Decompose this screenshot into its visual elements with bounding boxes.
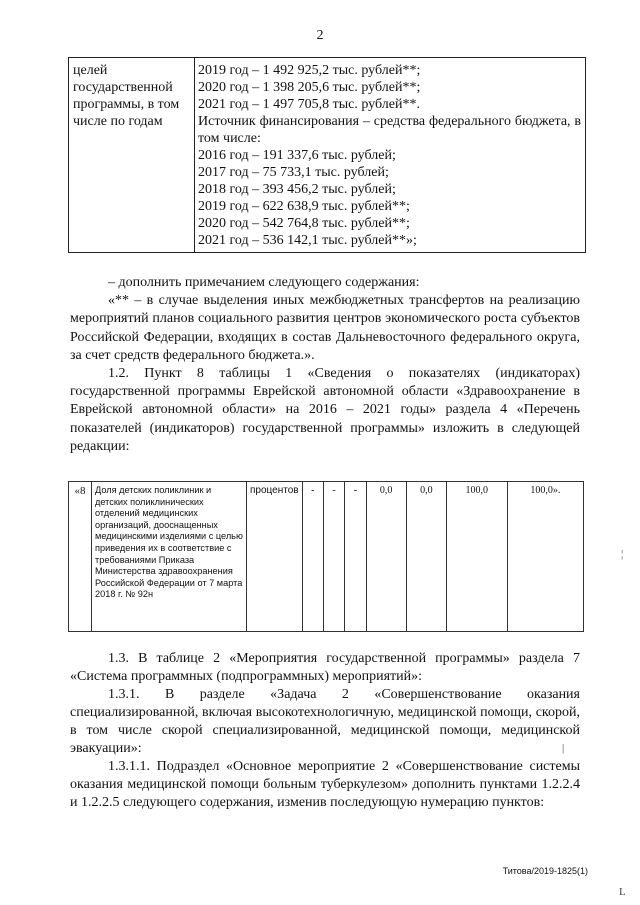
indicator-unit: процентов: [247, 482, 303, 632]
paragraph-item-1-3: 1.3. В таблице 2 «Мероприятия государственной программы» раздела 7 «Система программных (подпрограммных) мероприятий»:: [70, 651, 580, 684]
footer-code: Титова/2019-1825(1): [502, 866, 588, 876]
paragraph-item-1-2: 1.2. Пункт 8 таблицы 1 «Сведения о показателях (индикаторах) государственной программы Еврейской автономной области «Здравоохранение в Еврейской автономной области» на 2016 – 2021 годы» раздела 4 «Перечень показателей (индикаторов) государственной программы» изложить в следующей редакции:: [70, 366, 580, 454]
tail-text: [70, 650, 580, 812]
finance-label-line: числе по годам: [73, 114, 163, 129]
scan-mark: L: [619, 886, 626, 898]
paragraph-item-1-3-1-1: 1.3.1.1. Подраздел «Основное мероприятие 2 «Совершенствование системы оказания медицинской помощи больным туберкулезом» дополнить пунктами 1.2.2.4 и 1.2.2.5 следующего содержания, изменив последующую нумерацию пунктов:: [70, 759, 580, 810]
scan-mark: ¦: [621, 548, 624, 560]
finance-line: 2016 год – 191 337,6 тыс. рублей;: [198, 148, 396, 163]
finance-line: 2020 год – 1 398 205,6 тыс. рублей**;: [198, 80, 421, 95]
finance-label-line: программы, в том: [73, 97, 180, 112]
page-number: 2: [316, 28, 324, 43]
finance-line: 2020 год – 542 764,8 тыс. рублей**;: [198, 216, 410, 231]
finance-line: Источник финансирования – средства федерального бюджета, в том числе:: [198, 114, 581, 146]
indicator-value: 100,0».: [507, 482, 583, 632]
finance-table: [68, 57, 586, 253]
finance-label-cell: [69, 58, 195, 253]
finance-line: 2018 год – 393 456,2 тыс. рублей;: [198, 182, 396, 197]
paragraph-note: «** – в случае выделения иных межбюджетных трансфертов на реализацию мероприятий планов социального развития центров экономического роста субъектов Российской Федерации, входящих в состав Дальневосточного федерального округа, за счет средств федерального бюджета.».: [70, 293, 580, 363]
indicator-value: 100,0: [446, 482, 507, 632]
paragraph-item-1-3-1: 1.3.1. В разделе «Задача 2 «Совершенствование оказания специализированной, включая высокотехнологичную, медицинской помощи, скорой, в том числе скорой специализированной, медицинской помощи, медицинской эвакуации»:: [70, 687, 580, 756]
indicator-description: Доля детских поликлиник и детских поликлинических отделений медицинских организаций, дооснащенных медицинскими изделиями с целью приведения их в соответствие с требованиями Приказа Министерства здравоохранения Российской Федерации от 7 марта 2018 г. № 92н: [92, 482, 247, 632]
finance-line: 2017 год – 75 733,1 тыс. рублей;: [198, 165, 389, 180]
body-text: [70, 274, 580, 456]
indicator-table: [68, 481, 584, 632]
indicator-value: -: [345, 482, 366, 632]
finance-label-line: целей: [73, 63, 108, 78]
indicator-number: «8: [69, 482, 92, 632]
indicator-value: 0,0: [366, 482, 406, 632]
scan-mark: |: [562, 742, 565, 754]
finance-values-cell: [195, 58, 586, 253]
indicator-value: 0,0: [406, 482, 446, 632]
indicator-value: -: [302, 482, 323, 632]
finance-label-line: государственной: [73, 80, 173, 95]
finance-line: 2019 год – 1 492 925,2 тыс. рублей**;: [198, 63, 421, 78]
finance-line: 2021 год – 536 142,1 тыс. рублей**»;: [198, 233, 417, 248]
finance-line: 2021 год – 1 497 705,8 тыс. рублей**.: [198, 97, 420, 112]
indicator-value: -: [323, 482, 344, 632]
paragraph-note-intro: – дополнить примечанием следующего содержания:: [108, 275, 420, 290]
finance-line: 2019 год – 622 638,9 тыс. рублей**;: [198, 199, 410, 214]
